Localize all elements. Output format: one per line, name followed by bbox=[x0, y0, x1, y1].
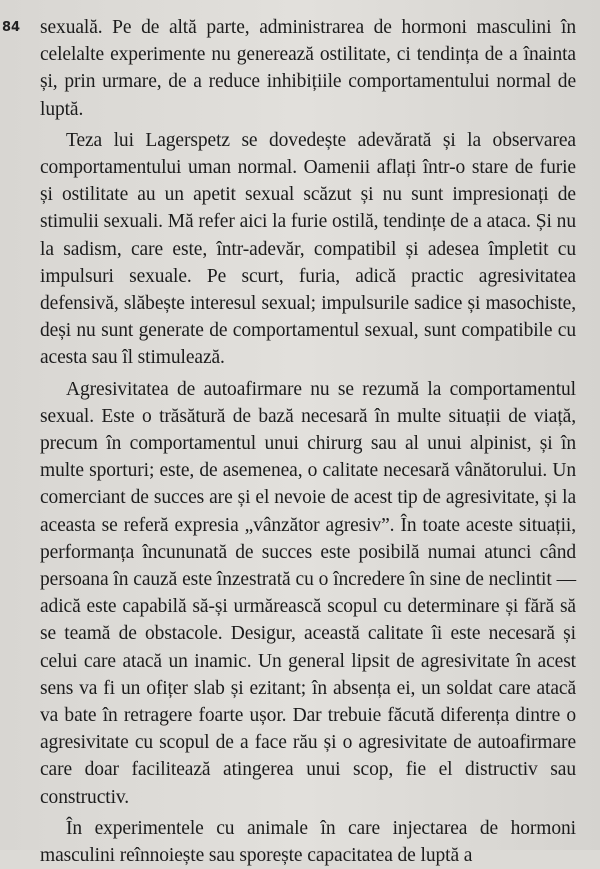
paragraph-2: Teza lui Lagerspetz se dovedește adevărată și la observarea comportamentului uman normal. Oamenii aflați într-o stare de furie și ostilitate au un apetit sexual scăzut și nu sunt impresionați de stimulii sexuali. Mă refer aici la furie ostilă, tendințe de a ataca. Și nu la sadism, care este, într-adevăr, compatibil și adesea împletit cu impulsuri sexuale. Pe scurt, furia, adică practic agresivitatea defensivă, slăbește interesul sexual; impulsurile sadice și masochiste, deși nu sunt generate de comportamentul sexual, sunt compatibile cu acesta sau îl stimulează. bbox=[40, 129, 576, 369]
body-text bbox=[40, 14, 576, 869]
paragraph-1: sexuală. Pe de altă parte, administrarea de hormoni masculini în celelalte experimente nu generează ostilitate, ci tendința de a înainta și, prin urmare, de a reduce inhibițiile comportamentului normal de luptă. bbox=[40, 17, 576, 120]
paragraph-3: Agresivitatea de autoafirmare nu se rezumă la comportamentul sexual. Este o trăsătură de bază necesară în multe situații de viață, precum în comportamentul unui chirurg sau al unui alpinist, și în multe sporturi; este, de asemenea, o calitate necesară vânătorului. Un comerciant de succes are și el nevoie de acest tip de agresivitate, și la aceasta se referă expresia „vânzător agresiv”. În toate aceste situații, performanța încununată de succes este posibilă numai atunci când persoana în cauză este înzestrată cu o încredere în sine de neclintit — adică este capabilă să-și urmărească scopul cu determinare și fără să se teamă de obstacole. Desigur, această calitate îi este necesară și celui care atacă un inamic. Un general lipsit de agresivitate în acest sens va fi un ofițer slab și ezitant; în absența ei, un soldat care atacă va bate în retragere foarte ușor. Dar trebuie făcută diferența dintre o agresivitate cu scopul de a face rău și o agresivitate de autoafirmare care doar facilitează atingerea unui scop, fie el distructiv sau constructiv. bbox=[40, 378, 576, 808]
paragraph-4: În experimentele cu animale în care injectarea de hormoni masculini reînnoiește sau sporește capacitatea de luptă a bbox=[40, 817, 576, 867]
page-number: 84 bbox=[2, 20, 21, 35]
